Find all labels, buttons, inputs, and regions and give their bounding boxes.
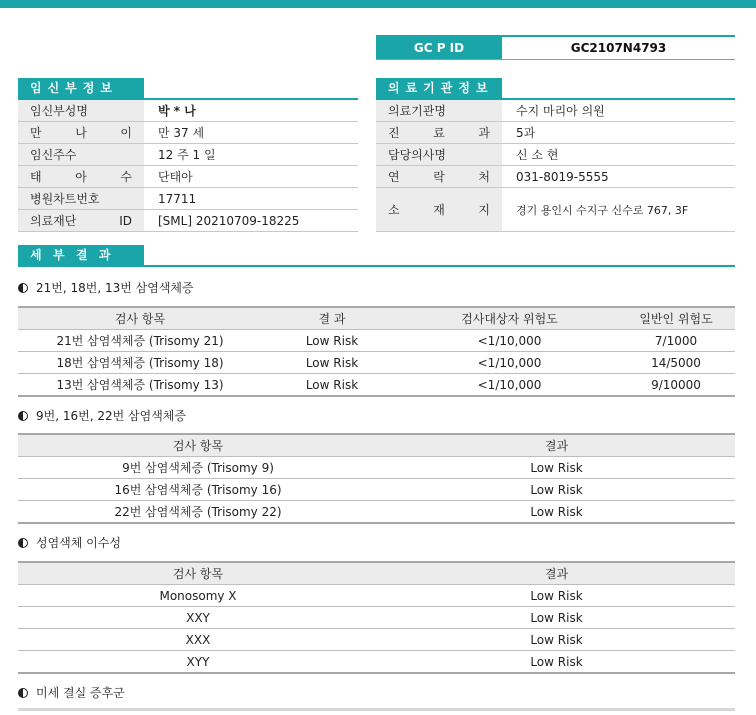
sec4-heading [18,684,125,701]
table-cell: XXY [18,607,378,629]
table-cell: XYY [18,651,378,674]
table-cell: Low Risk [378,629,735,651]
info-value: 신 소 현 [502,144,735,166]
column-header: 결과 [378,562,735,585]
table-top-border [18,708,735,711]
half-circle-icon [18,411,28,421]
info-value: 수지 마리아 의원 [502,100,735,122]
info-row [18,144,358,166]
table-cell: Low Risk [378,607,735,629]
table-cell: 14/5000 [617,352,735,374]
column-header: 결과 [378,434,735,457]
sec1-heading-text: 21번, 18번, 13번 삼염색체증 [36,281,194,295]
half-circle-icon [18,283,28,293]
table-cell: Low Risk [262,352,402,374]
table-cell: 21번 삼염색체증 (Trisomy 21) [18,330,262,352]
table-cell: Low Risk [262,330,402,352]
info-row [376,122,735,144]
table-row [18,457,735,479]
gcp-id-box [376,35,735,60]
sec3-heading [18,534,121,551]
institution-info-title: 의료기관정보 [376,78,502,98]
table-header-row [18,562,735,585]
table-cell: 22번 삼염색체증 (Trisomy 22) [18,501,378,524]
table-cell: Low Risk [262,374,402,397]
column-header: 검사 항목 [18,434,378,457]
info-value: 17711 [144,188,358,210]
table-cell: Low Risk [378,651,735,674]
column-header: 결 과 [262,307,402,330]
info-value: 박 * 나 [144,100,358,122]
half-circle-icon [18,538,28,548]
sec4-heading-text: 미세 결실 증후군 [36,686,125,700]
info-label: 임신주수 [18,144,144,166]
table-cell: XXX [18,629,378,651]
info-value: 단태아 [144,166,358,188]
info-row [18,210,358,232]
info-row [376,166,735,188]
table-cell: Low Risk [378,501,735,524]
institution-info-table [376,100,735,232]
table-cell: 9/10000 [617,374,735,397]
table-cell: Low Risk [378,479,735,501]
table-cell: Low Risk [378,457,735,479]
info-value: 5과 [502,122,735,144]
table-row [18,629,735,651]
column-header: 검사 항목 [18,307,262,330]
info-label: 임신부성명 [18,100,144,122]
trisomy-21-18-13-table [18,306,735,397]
table-row [18,479,735,501]
pregnant-info-title: 임신부정보 [18,78,144,98]
detail-results-title: 세 부 결 과 [18,245,144,265]
table-cell: 7/1000 [617,330,735,352]
table-cell: <1/10,000 [402,352,617,374]
table-row [18,585,735,607]
table-cell: Monosomy X [18,585,378,607]
table-cell: 9번 삼염색체증 (Trisomy 9) [18,457,378,479]
info-label: 의료기관명 [376,100,502,122]
gcp-id-value: GC2107N4793 [570,41,667,55]
gcp-id-label: GC P ID [376,37,502,59]
table-row [18,607,735,629]
table-row [18,374,735,397]
table-row [18,330,735,352]
info-label: 태 아 수 [18,166,144,188]
sec3-heading-text: 성염색체 이수성 [36,536,121,550]
info-row [18,188,358,210]
info-label: 병원차트번호 [18,188,144,210]
info-row [18,166,358,188]
column-header: 일반인 위험도 [617,307,735,330]
info-row [376,144,735,166]
table-header-row [18,434,735,457]
trisomy-9-16-22-table [18,433,735,524]
table-cell: 13번 삼염색체증 (Trisomy 13) [18,374,262,397]
info-label: 의료재단 ID [18,210,144,232]
sec1-heading [18,279,194,296]
info-value: 만 37 세 [144,122,358,144]
table-cell: 18번 삼염색체증 (Trisomy 18) [18,352,262,374]
table-cell: Low Risk [378,585,735,607]
sec2-heading [18,407,186,424]
info-row [18,100,358,122]
info-value: 031-8019-5555 [502,166,735,188]
pregnant-info-header [18,78,358,100]
info-label: 연 락 처 [376,166,502,188]
info-row [376,100,735,122]
table-row [18,501,735,524]
table-cell: <1/10,000 [402,374,617,397]
table-cell: <1/10,000 [402,330,617,352]
info-value: 경기 용인시 수지구 신수로 767, 3F [502,188,735,232]
info-label: 담당의사명 [376,144,502,166]
info-row [376,188,735,232]
detail-results-header [18,245,735,267]
top-accent-bar [0,0,756,8]
info-label: 만 나 이 [18,122,144,144]
column-header: 검사 항목 [18,562,378,585]
info-value: [SML] 20210709-18225 [144,210,358,232]
table-header-row [18,307,735,330]
column-header: 검사대상자 위험도 [402,307,617,330]
half-circle-icon [18,688,28,698]
table-row [18,352,735,374]
info-row [18,122,358,144]
info-label: 진 료 과 [376,122,502,144]
table-cell: 16번 삼염색체증 (Trisomy 16) [18,479,378,501]
info-label: 소 재 지 [376,188,502,232]
sex-chromosome-table [18,561,735,674]
institution-info-header [376,78,735,100]
table-row [18,651,735,674]
sec2-heading-text: 9번, 16번, 22번 삼염색체증 [36,409,186,423]
info-value: 12 주 1 일 [144,144,358,166]
pregnant-info-table [18,100,358,232]
